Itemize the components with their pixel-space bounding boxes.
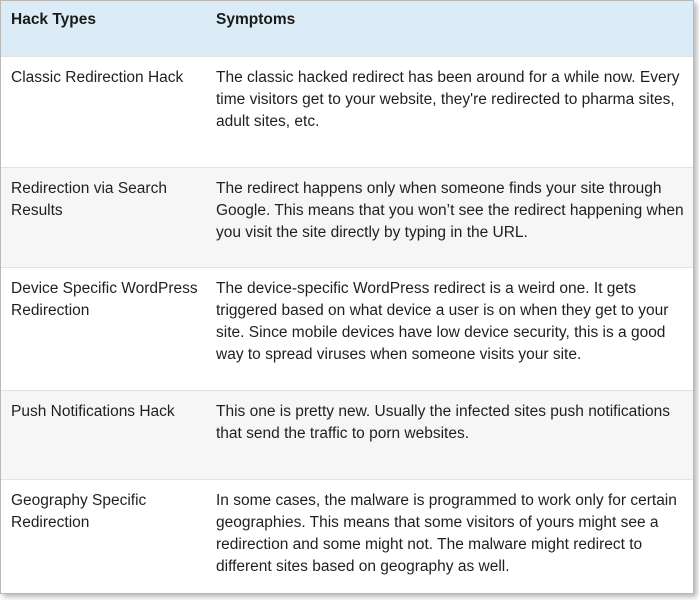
hack-type-cell: Geography Specific Redirection	[1, 479, 206, 593]
table-row	[1, 167, 693, 267]
symptoms-cell: The redirect happens only when someone finds your site through Google. This means that you won’t see the redirect happening when you visit the site directly by typing in the URL.	[206, 167, 693, 267]
table-row	[1, 267, 693, 390]
hack-type-cell: Push Notifications Hack	[1, 390, 206, 479]
table-header	[1, 1, 693, 56]
hack-type-cell: Redirection via Search Results	[1, 167, 206, 267]
hack-type-cell: Device Specific WordPress Redirection	[1, 267, 206, 390]
table-row	[1, 479, 693, 593]
hack-types-table	[1, 1, 693, 593]
table-body	[1, 56, 693, 593]
table-row	[1, 390, 693, 479]
table-row	[1, 56, 693, 167]
header-row	[1, 1, 693, 56]
symptoms-cell: In some cases, the malware is programmed to work only for certain geographies. This means that some visitors of yours might see a redirection and some might not. The malware might redirect to different sites based on geography as well.	[206, 479, 693, 593]
hack-type-cell: Classic Redirection Hack	[1, 56, 206, 167]
header-symptoms: Symptoms	[216, 11, 296, 28]
symptoms-cell: This one is pretty new. Usually the infected sites push notifications that send the traffic to porn websites.	[206, 390, 693, 479]
header-hack-types: Hack Types	[11, 11, 97, 28]
symptoms-cell: The device-specific WordPress redirect is a weird one. It gets triggered based on what device a user is on when they get to your site. Since mobile devices have low device security, this is a good way to spread viruses when someone visits your site.	[206, 267, 693, 390]
symptoms-cell: The classic hacked redirect has been around for a while now. Every time visitors get to your website, they're redirected to pharma sites, adult sites, etc.	[206, 56, 693, 167]
